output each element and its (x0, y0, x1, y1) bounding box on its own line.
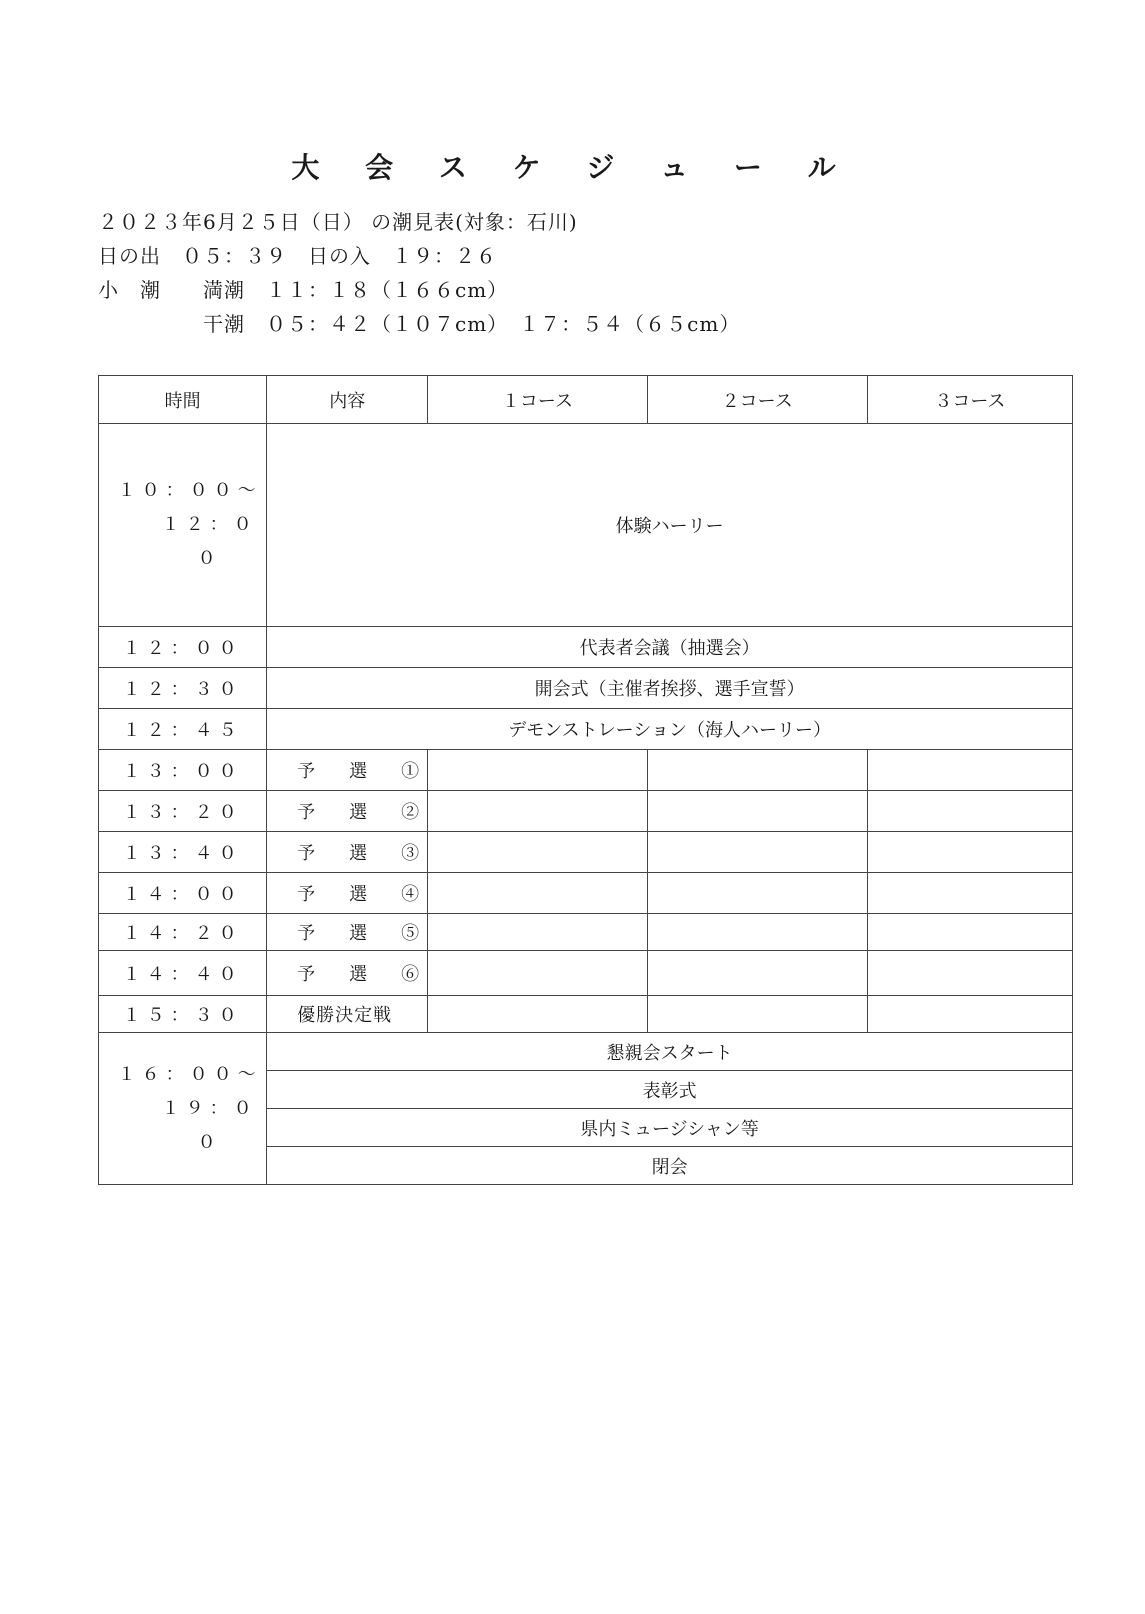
table-row (99, 996, 1073, 1033)
course-3-cell (867, 750, 1072, 791)
table-row (99, 709, 1073, 750)
high-tide-line: 小 潮 満潮 １１：１８（１６６cm） (98, 278, 509, 302)
heat-time: １３：２０ (99, 791, 267, 832)
table-row (99, 1033, 1073, 1071)
table-row (99, 951, 1073, 996)
course-2-cell (647, 873, 867, 914)
course-1-cell (428, 873, 647, 914)
tide-date-line: ２０２３年6月２５日（日） の潮見表(対象：石川) (98, 210, 578, 234)
course-3-cell (867, 873, 1072, 914)
heat-label: 予 選 ② (267, 791, 428, 832)
event-label: 開会式（主催者挨拶、選手宣誓） (267, 668, 1073, 709)
table-row (99, 424, 1073, 627)
heat-label: 予 選 ① (267, 750, 428, 791)
course-1-cell (428, 914, 647, 951)
course-2-cell (647, 914, 867, 951)
course-1-cell (428, 951, 647, 996)
experience-time-end: １２：００ (161, 514, 258, 569)
event-label: 代表者会議（抽選会） (267, 627, 1073, 668)
header-course-3: ３コース (867, 376, 1072, 424)
party-item: 閉会 (267, 1147, 1073, 1185)
course-3-cell (867, 996, 1072, 1033)
schedule-table (98, 375, 1073, 1185)
header-course-1: １コース (428, 376, 647, 424)
heat-label: 予 選 ⑤ (267, 914, 428, 951)
event-label: デモンストレーション（海人ハーリー） (267, 709, 1073, 750)
party-time-start: １６：００～ (117, 1063, 262, 1085)
low-tide-line: 干潮 ０５：４２（１０７cm） １７：５４（６５cm） (98, 312, 741, 336)
course-2-cell (647, 791, 867, 832)
heat-time: １３：００ (99, 750, 267, 791)
course-2-cell (647, 750, 867, 791)
party-item: 表彰式 (267, 1071, 1073, 1109)
table-row (99, 627, 1073, 668)
event-time: １２：００ (99, 627, 267, 668)
heat-label: 予 選 ④ (267, 873, 428, 914)
header-content: 内容 (267, 376, 428, 424)
header-time: 時間 (99, 376, 267, 424)
course-3-cell (867, 951, 1072, 996)
event-time: １２：３０ (99, 668, 267, 709)
party-item: 県内ミュージシャン等 (267, 1109, 1073, 1147)
heat-label: 予 選 ⑥ (267, 951, 428, 996)
course-2-cell (647, 951, 867, 996)
course-2-cell (647, 832, 867, 873)
table-row (99, 791, 1073, 832)
course-1-cell (428, 832, 647, 873)
table-header-row (99, 376, 1073, 424)
course-1-cell (428, 791, 647, 832)
course-2-cell (647, 996, 867, 1033)
party-time-cell (99, 1033, 267, 1185)
course-3-cell (867, 914, 1072, 951)
heat-time: １４：２０ (99, 914, 267, 951)
sunrise-sunset-line: 日の出 ０５：３９ 日の入 １９：２６ (98, 244, 497, 268)
table-row (99, 668, 1073, 709)
header-course-2: ２コース (647, 376, 867, 424)
event-time: １２：４５ (99, 709, 267, 750)
course-3-cell (867, 791, 1072, 832)
heat-label: 予 選 ③ (267, 832, 428, 873)
course-1-cell (428, 750, 647, 791)
final-label: 優勝決定戦 (267, 996, 428, 1033)
table-row (99, 873, 1073, 914)
course-3-cell (867, 832, 1072, 873)
heat-time: １３：４０ (99, 832, 267, 873)
experience-label: 体験ハーリー (267, 424, 1073, 627)
heat-time: １５：３０ (99, 996, 267, 1033)
page-title: 大 会 ス ケ ジ ュ ー ル (291, 151, 854, 184)
table-row (99, 750, 1073, 791)
experience-time-start: １０：００～ (117, 480, 262, 501)
course-1-cell (428, 996, 647, 1033)
heat-time: １４：００ (99, 873, 267, 914)
experience-time-cell (99, 424, 267, 627)
table-row (99, 832, 1073, 873)
table-row (99, 914, 1073, 951)
heat-time: １４：４０ (99, 951, 267, 996)
party-time-end: １９：００ (161, 1097, 258, 1153)
party-item: 懇親会スタート (267, 1033, 1073, 1071)
